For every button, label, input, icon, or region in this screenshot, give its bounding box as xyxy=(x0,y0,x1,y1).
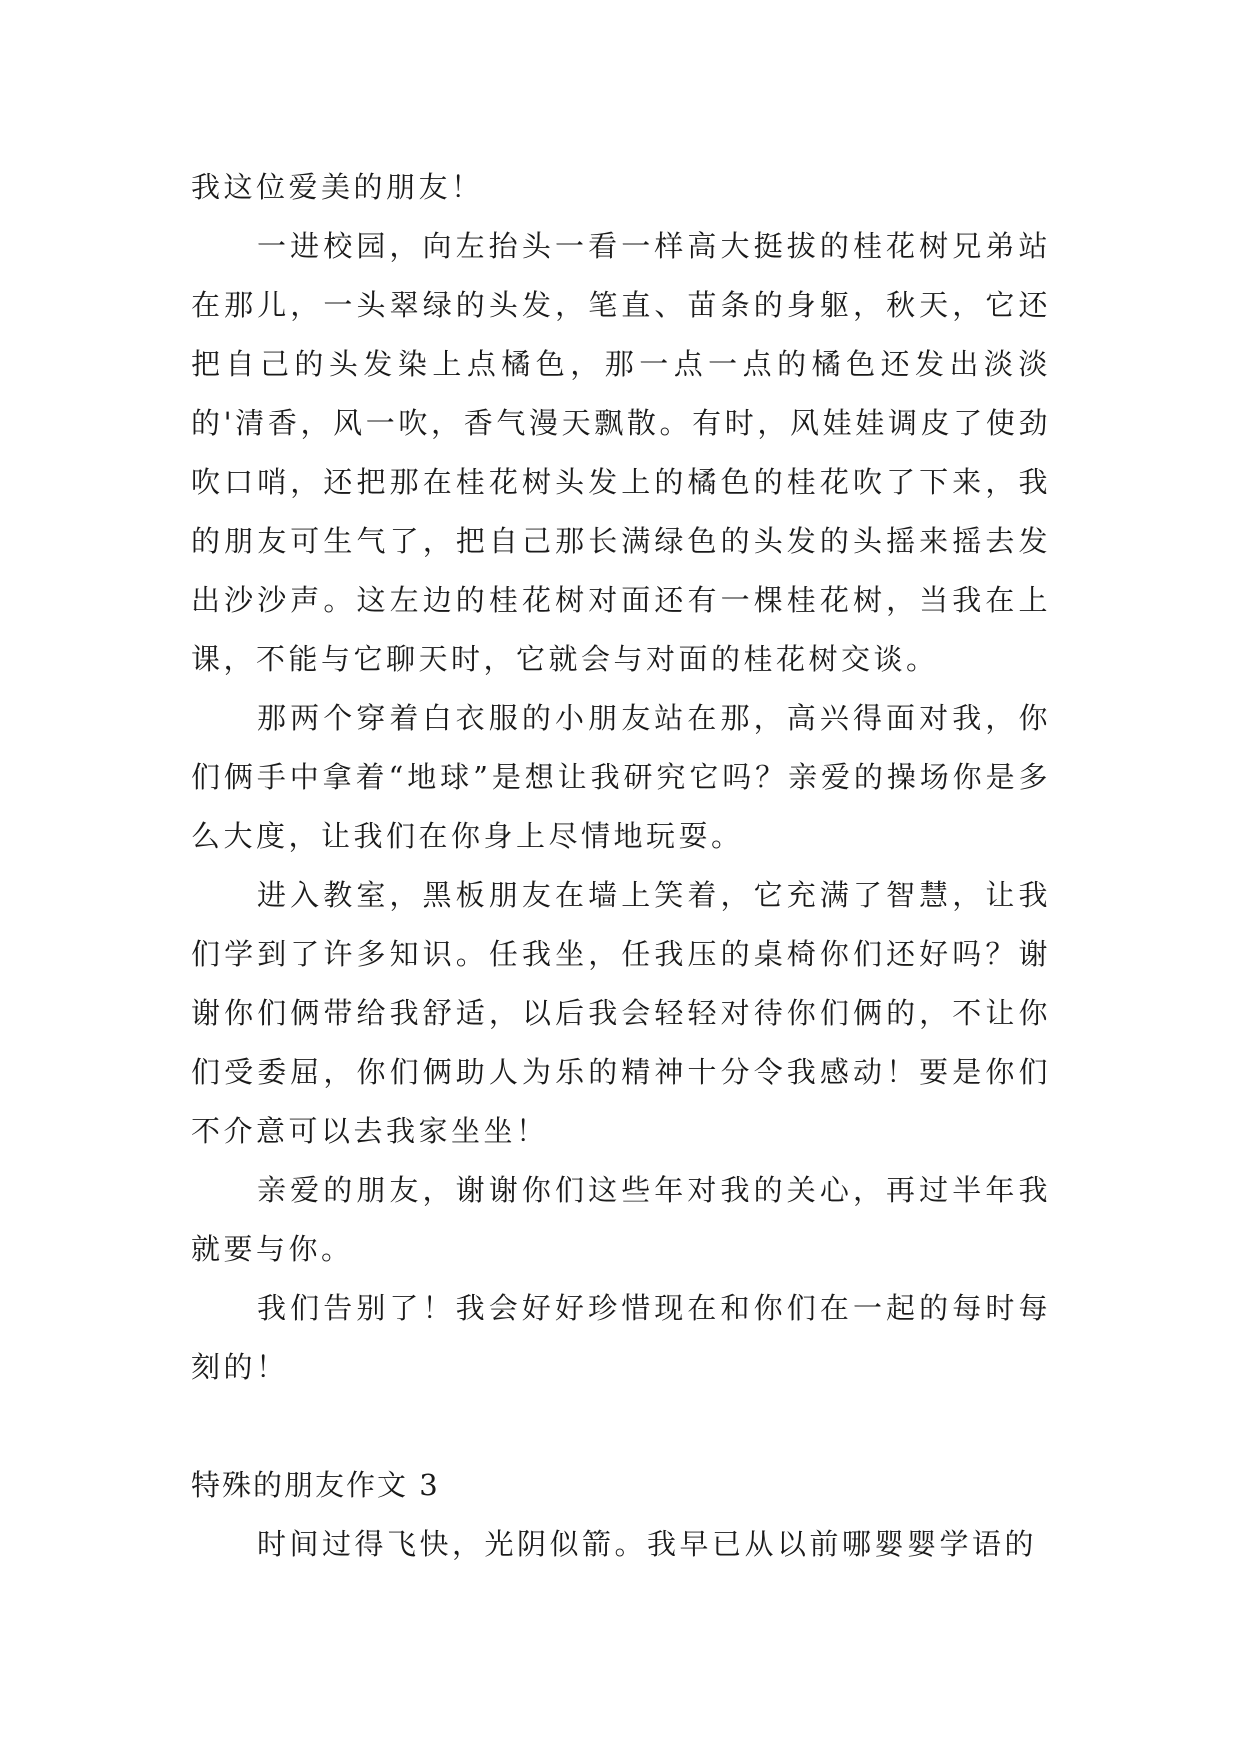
paragraph-1: 我这位爱美的朋友！ xyxy=(191,170,484,204)
paragraph-5: 亲爱的朋友，谢谢你们这些年对我的关心，再过半年我就要与你。 xyxy=(191,1173,1051,1266)
section-title: 特殊的朋友作文 3 xyxy=(191,1468,440,1502)
document-body xyxy=(191,158,1051,1574)
section-gap xyxy=(191,1397,1051,1456)
paragraph-3: 那两个穿着白衣服的小朋友站在那，高兴得面对我，你们俩手中拿着“地球”是想让我研究它吗？亲爱的操场你是多么大度，让我们在你身上尽情地玩耍。 xyxy=(191,701,1051,853)
paragraph-2: 一进校园，向左抬头一看一样高大挺拔的桂花树兄弟站在那儿，一头翠绿的头发，笔直、苗条的身躯，秋天，它还把自己的头发染上点橘色，那一点一点的橘色还发出淡淡的'清香，风一吹，香气漫天飘散。有时，风娃娃调皮了使劲吹口哨，还把那在桂花树头发上的橘色的桂花吹了下来，我的朋友可生气了，把自己那长满绿色的头发的头摇来摇去发出沙沙声。这左边的桂花树对面还有一棵桂花树，当我在上课，不能与它聊天时，它就会与对面的桂花树交谈。 xyxy=(191,229,1051,676)
paragraph-4: 进入教室，黑板朋友在墙上笑着，它充满了智慧，让我们学到了许多知识。任我坐，任我压的桌椅你们还好吗？谢谢你们俩带给我舒适，以后我会轻轻对待你们俩的，不让你们受委屈，你们俩助人为乐的精神十分令我感动！要是你们不介意可以去我家坐坐！ xyxy=(191,878,1051,1148)
paragraph-7: 时间过得飞快，光阴似箭。我早已从以前哪婴婴学语的 xyxy=(257,1527,1038,1561)
paragraph-6: 我们告别了！我会好好珍惜现在和你们在一起的每时每刻的！ xyxy=(191,1291,1051,1384)
